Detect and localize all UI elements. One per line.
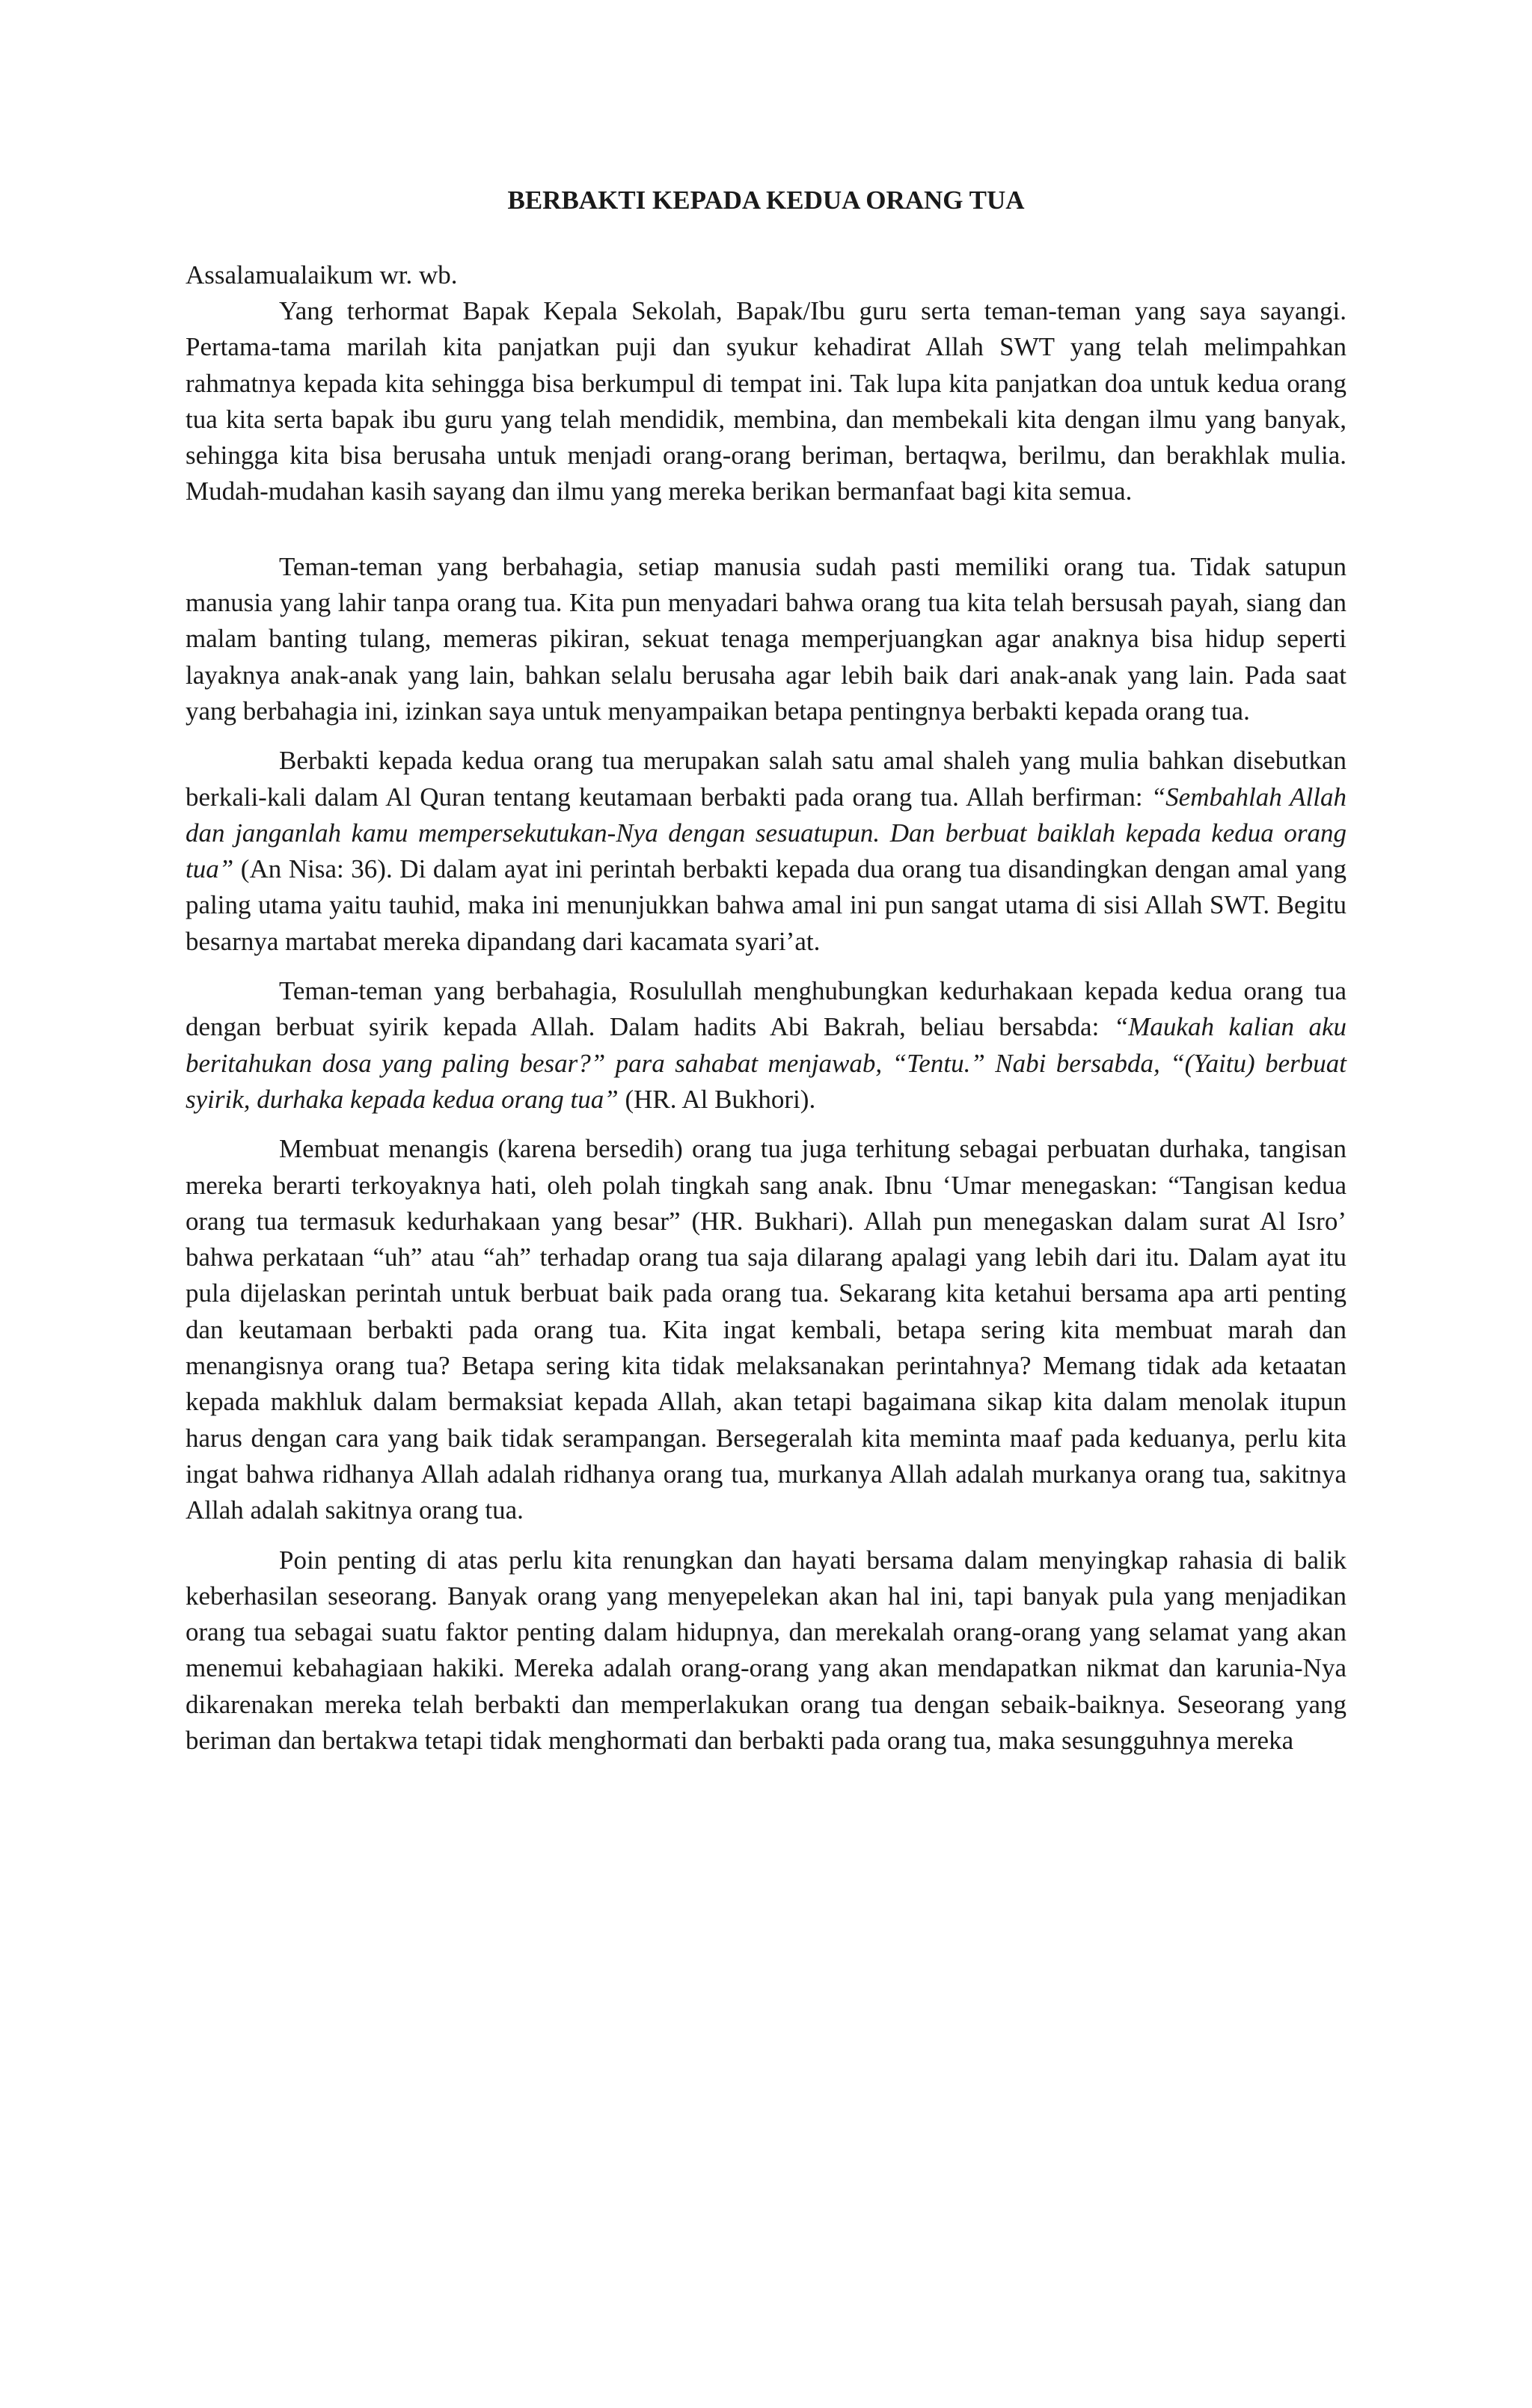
- quran-quote: “Sembahlah Allah dan janganlah kamu mempersekutukan-Nya dengan sesuatupun. Dan berbuat baiklah kepada kedua orang tua”: [186, 782, 1346, 884]
- paragraph-text: (HR. Al Bukhori).: [618, 1084, 816, 1114]
- paragraph-text: Membuat menangis (karena bersedih) orang tua juga terhitung sebagai perbuatan durhaka, tangisan mereka berarti terkoyaknya hati, oleh polah tingkah sang anak. Ibnu ‘Umar menegaskan: “Tangisan kedua orang tua termasuk kedurhakaan yang besar” (HR. Bukhari). Allah pun menegaskan dalam surat Al Isro’ bahwa perkataan “uh” atau “ah” terhadap orang tua saja dilarang apalagi yang lebih dari itu. Dalam ayat itu pula dijelaskan perintah untuk berbuat baik pada orang tua. Sekarang kita ketahui bersama apa arti penting dan keutamaan berbakti pada orang tua. Kita ingat kembali, betapa sering kita membuat marah dan menangisnya orang tua? Betapa sering kita tidak melaksanakan perintahnya? Memang tidak ada ketaatan kepada makhluk dalam bermaksiat kepada Allah, akan tetapi bagaimana sikap kita dalam menolak itupun harus dengan cara yang baik tidak serampangan. Bersegeralah kita meminta maaf pada keduanya, perlu kita ingat bahwa ridhanya Allah adalah ridhanya orang tua, murkanya Allah adalah murkanya orang tua, sakitnya Allah adalah sakitnya orang tua.: [186, 1134, 1346, 1525]
- paragraph-text: Teman-teman yang berbahagia, Rosulullah menghubungkan kedurhakaan kepada kedua orang tua dengan berbuat syirik kepada Allah. Dalam hadits Abi Bakrah, beliau bersabda:: [186, 976, 1346, 1042]
- paragraph-hadith: [186, 973, 1346, 1118]
- paragraph-opening: [186, 293, 1346, 510]
- paragraph-tears: [186, 1131, 1346, 1528]
- hadith-quote: “Maukah kalian aku beritahukan dosa yang paling besar?” para sahabat menjawab, “Tentu.” Nabi bersabda, “(Yaitu) berbuat syirik, durhaka kepada kedua orang tua”: [186, 1012, 1346, 1114]
- paragraph-text: Poin penting di atas perlu kita renungkan dan hayati bersama dalam menyingkap rahasia di balik keberhasilan seseorang. Banyak orang yang menyepelekan akan hal ini, tapi banyak pula yang menjadikan orang tua sebagai suatu faktor penting dalam hidupnya, dan merekalah orang-orang yang selamat yang akan menemui kebahagiaan hakiki. Mereka adalah orang-orang yang akan mendapatkan nikmat dan karunia-Nya dikarenakan mereka telah berbakti dan memperlakukan orang tua dengan sebaik-baiknya. Seseorang yang beriman dan bertakwa tetapi tidak menghormati dan berbakti pada orang tua, maka sesungguhnya mereka: [186, 1545, 1346, 1755]
- paragraph-text: Yang terhormat Bapak Kepala Sekolah, Bapak/Ibu guru serta teman-teman yang saya sayangi. Pertama-tama marilah kita panjatkan puji dan syukur kehadirat Allah SWT yang telah melimpahkan rahmatnya kepada kita sehingga bisa berkumpul di tempat ini. Tak lupa kita panjatkan doa untuk kedua orang tua kita serta bapak ibu guru yang telah mendidik, membina, dan membekali kita dengan ilmu yang banyak, sehingga kita bisa berusaha untuk menjadi orang-orang beriman, bertaqwa, berilmu, dan berakhlak mulia. Mudah-mudahan kasih sayang dan ilmu yang mereka berikan bermanfaat bagi kita semua.: [186, 296, 1346, 506]
- paragraph-text: (An Nisa: 36). Di dalam ayat ini perintah berbakti kepada dua orang tua disandingkan dengan amal yang paling utama yaitu tauhid, maka ini menunjukkan bahwa amal ini pun sangat utama di sisi Allah SWT. Begitu besarnya martabat mereka dipandang dari kacamata syari’at.: [186, 854, 1346, 956]
- document-title: BERBAKTI KEPADA KEDUA ORANG TUA: [507, 186, 1025, 215]
- paragraph-text: Berbakti kepada kedua orang tua merupakan salah satu amal shaleh yang mulia bahkan disebutkan berkali-kali dalam Al Quran tentang keutamaan berbakti pada orang tua. Allah berfirman:: [186, 746, 1346, 812]
- paragraph-quran-verse: [186, 743, 1346, 960]
- paragraph-text: Teman-teman yang berbahagia, setiap manusia sudah pasti memiliki orang tua. Tidak satupun manusia yang lahir tanpa orang tua. Kita pun menyadari bahwa orang tua kita telah bersusah payah, siang dan malam banting tulang, memeras pikiran, sekuat tenaga memperjuangkan agar anaknya bisa hidup seperti layaknya anak-anak yang lain, bahkan selalu berusaha agar lebih baik dari anak-anak yang lain. Pada saat yang berbahagia ini, izinkan saya untuk menyampaikan betapa pentingnya berbakti kepada orang tua.: [186, 551, 1346, 726]
- greeting: Assalamualaikum wr. wb.: [186, 260, 458, 289]
- paragraph-parents-struggle: [186, 549, 1346, 729]
- paragraph-reflection: [186, 1542, 1346, 1759]
